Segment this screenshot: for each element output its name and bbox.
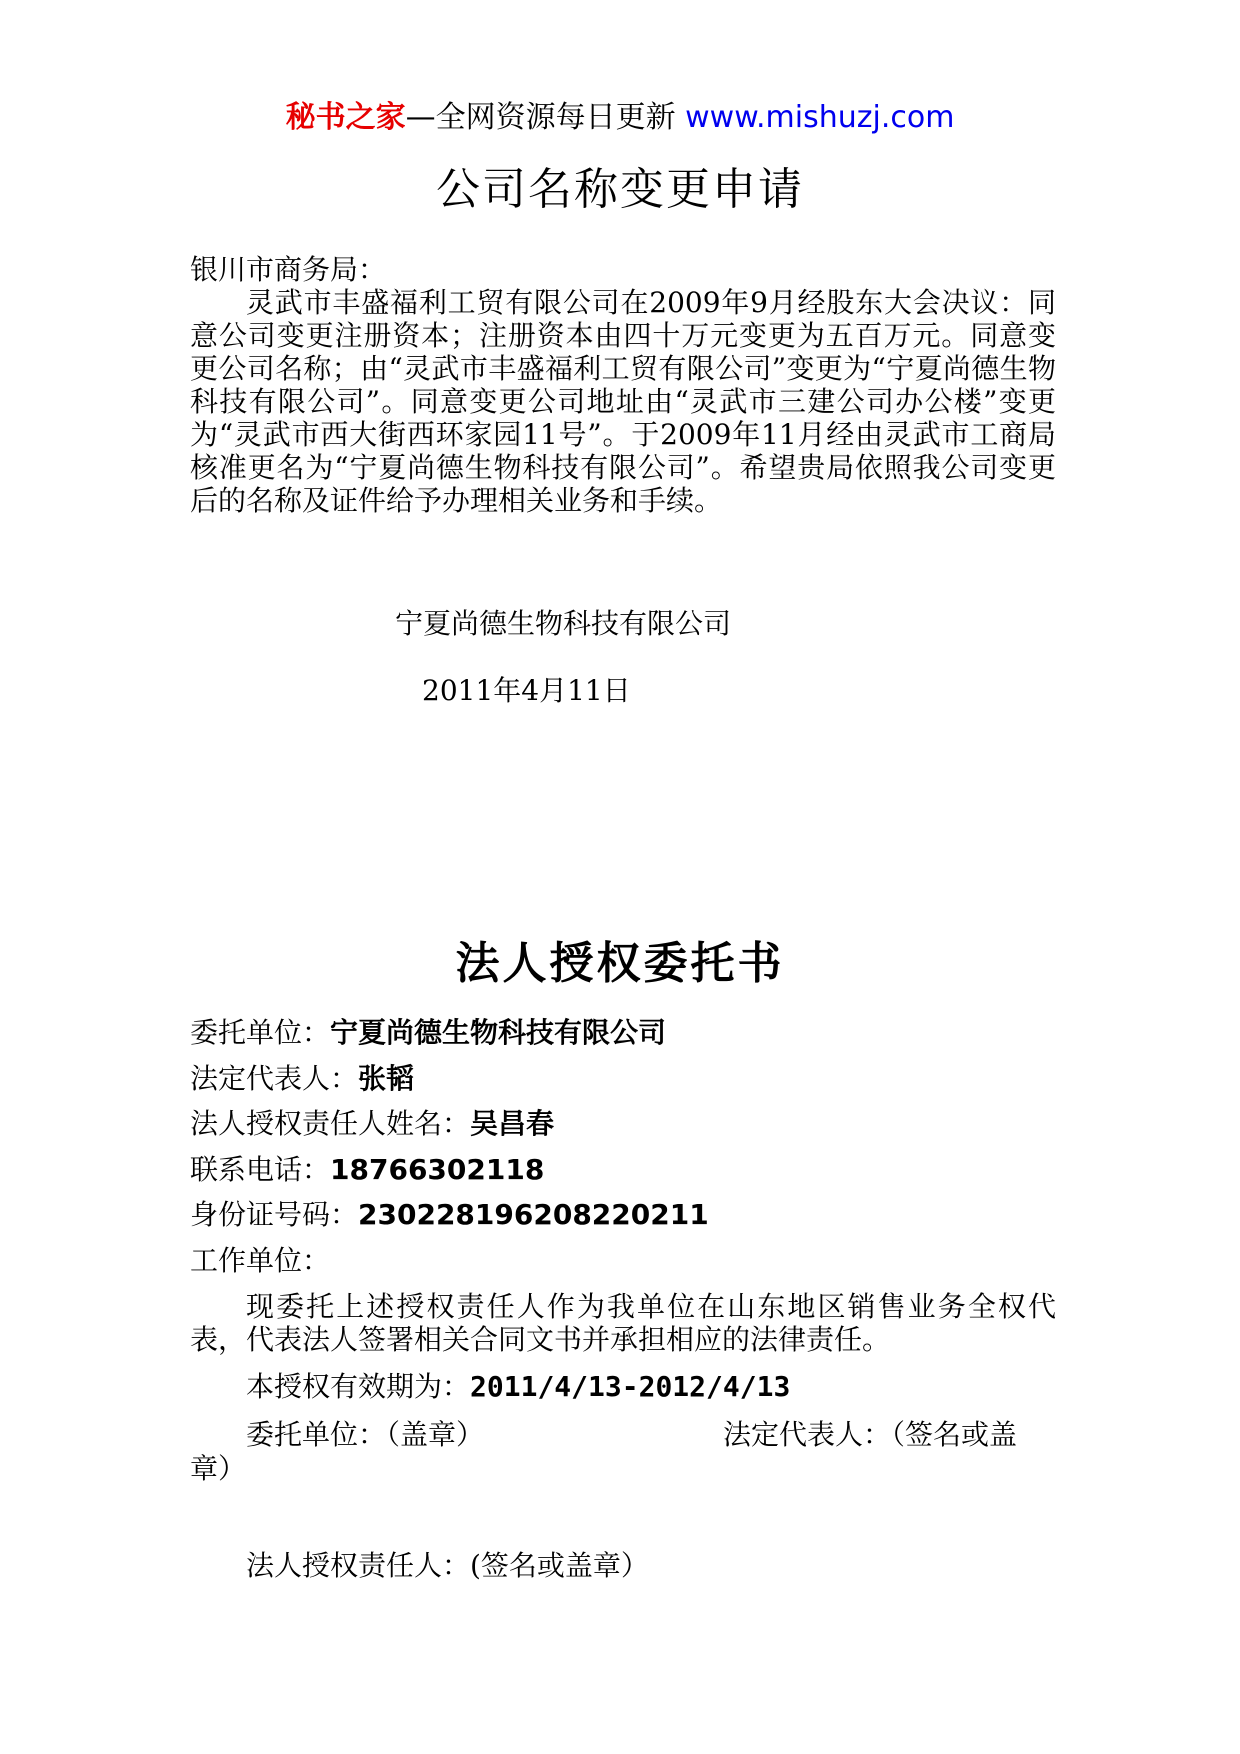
application-body: 灵武市丰盛福利工贸有限公司在2009年9月经股东大会决议：同意公司变更注册资本；注册资本由四十万元变更为五百万元。同意变更公司名称；由“灵武市丰盛福利工贸有限公司”变更为“宁夏尚德生物科技有限公司”。同意变更公司地址由“灵武市三建公司办公楼”变更为“灵武市西大街西环家园11号”。于2009年11月经由灵武市工商局核准更名为“宁夏尚德生物科技有限公司”。希望贵局依照我公司变更后的名称及证件给予办理相关业务和手续。 (190, 286, 1056, 517)
field-entrusting-unit (190, 1015, 666, 1051)
field-label: 法定代表人： (190, 1062, 359, 1095)
field-value: 18766302118 (330, 1153, 545, 1186)
field-label: 联系电话： (190, 1153, 331, 1186)
banner-url-link[interactable]: www.mishuzj.com (685, 100, 955, 135)
validity-label: 本授权有效期为： (246, 1370, 471, 1403)
site-banner (0, 98, 1240, 138)
seal-entrusting-unit: 委托单位：（盖章） (246, 1418, 485, 1451)
field-id-number (190, 1197, 709, 1233)
application-signature-company: 宁夏尚德生物科技有限公司 (395, 607, 732, 640)
field-work-unit (190, 1243, 330, 1279)
application-addressee: 银川市商务局： (190, 253, 387, 286)
field-value: 230228196208220211 (358, 1198, 709, 1231)
field-label: 法人授权责任人姓名： (190, 1107, 471, 1140)
field-label: 工作单位： (190, 1244, 331, 1277)
field-label: 身份证号码： (190, 1198, 359, 1231)
validity-value: 2011/4/13-2012/4/13 (470, 1370, 791, 1403)
authorization-title: 法人授权委托书 (455, 938, 785, 989)
field-value: 张韬 (358, 1062, 415, 1095)
banner-brand: 秘书之家 (285, 100, 406, 135)
authorization-validity (246, 1369, 790, 1405)
seal-legal-representative: 法定代表人：（签名或盖 (723, 1418, 1018, 1451)
field-legal-representative (190, 1061, 414, 1097)
field-value: 吴昌春 (470, 1107, 555, 1140)
field-label: 委托单位： (190, 1016, 331, 1049)
field-phone (190, 1152, 544, 1188)
field-authorized-person (190, 1106, 554, 1142)
banner-tagline: —全网资源每日更新 (405, 100, 676, 135)
application-date: 2011年4月11日 (422, 674, 631, 707)
field-value: 宁夏尚德生物科技有限公司 (330, 1016, 667, 1049)
seal-authorized-person: 法人授权责任人：(签名或盖章） (246, 1549, 649, 1582)
seal-legal-representative-continued: 章） (190, 1452, 247, 1485)
authorization-body: 现委托上述授权责任人作为我单位在山东地区销售业务全权代表，代表法人签署相关合同文书并承担相应的法律责任。 (190, 1290, 1056, 1356)
application-title: 公司名称变更申请 (436, 164, 804, 215)
